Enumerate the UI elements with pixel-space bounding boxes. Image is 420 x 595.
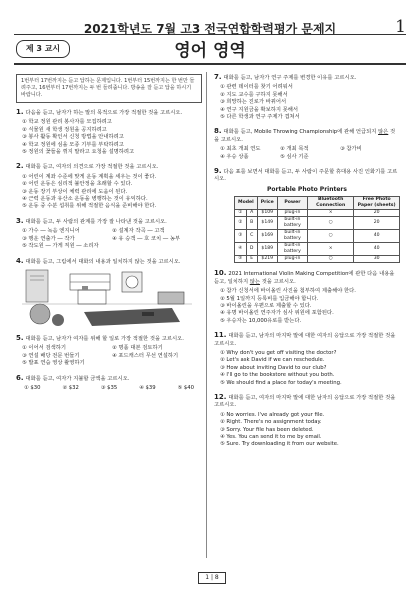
table-cell: built-in battery bbox=[277, 217, 307, 230]
table-cell: ② bbox=[235, 217, 247, 230]
right-column bbox=[214, 74, 400, 456]
subject-title: 영어 영역 bbox=[174, 41, 246, 61]
option[interactable]: ① 어린이 계좌 수준에 맞게 운동 계획을 세우는 것이 좋다. bbox=[22, 173, 157, 180]
option[interactable]: ⑤ 다른 학생과 연구 주제가 겹쳐서 bbox=[220, 114, 300, 121]
table-cell: ○ bbox=[308, 217, 354, 230]
underlined-word: 않은 bbox=[378, 129, 389, 136]
table-cell: ⑤ bbox=[235, 256, 247, 263]
table-header: Power bbox=[277, 197, 307, 210]
option[interactable]: ② 명품 대본 검토하기 bbox=[112, 345, 163, 352]
table-cell: ④ bbox=[235, 243, 247, 256]
option[interactable]: ③ 바이올린을 우편으로 제출할 수 있다. bbox=[220, 302, 312, 309]
option[interactable]: ② Right. There's no assignment today. bbox=[220, 419, 322, 426]
question-number: 1. bbox=[16, 108, 24, 116]
question-text: 대화를 듣고, 여자의 마지막 말에 대한 남자의 응답으로 가장 적절한 것을 고르시오. bbox=[214, 394, 396, 409]
column-divider bbox=[206, 72, 207, 558]
option[interactable]: ② $32 bbox=[62, 384, 79, 391]
table-cell: plug-in bbox=[277, 210, 307, 217]
question-number: 11. bbox=[214, 331, 227, 340]
option[interactable]: ④ 우승 상품 bbox=[220, 153, 249, 160]
exam-title: 2021학년도 7월 고3 전국연합학력평가 문제지 bbox=[83, 22, 337, 36]
question-3 bbox=[16, 218, 202, 251]
table-row[interactable] bbox=[235, 210, 400, 217]
subject-divider bbox=[14, 63, 406, 65]
question-number: 8. bbox=[214, 127, 222, 136]
bench-icon bbox=[158, 292, 184, 304]
listening-notice: 1번부터 17번까지는 듣고 답하는 문제입니다. 1번부터 15번까지는 한 번만 들려주고, 16번부터 17번까지는 두 번 들려줍니다. 방송을 잘 듣고 답을 하시기 바랍니다. bbox=[16, 74, 202, 103]
option[interactable]: ③ 연설 배당 전문 번들기 bbox=[22, 352, 80, 359]
option[interactable]: ⑤ 운동 중 수분 섭취를 위해 적절한 음식을 준비해야 한다. bbox=[22, 203, 157, 210]
question-number: 12. bbox=[214, 392, 227, 401]
question-text: 대화를 듣고, 여자가 지불할 금액을 고르시오. bbox=[25, 375, 130, 382]
table-cell: built-in battery bbox=[277, 230, 307, 243]
option[interactable]: ② 식물원 새 학생 정원을 공지하려고 bbox=[22, 126, 107, 133]
underlined-word: 않는 bbox=[249, 278, 260, 285]
question-11 bbox=[214, 332, 400, 387]
option[interactable]: ⑤ Sure. Try downloading it from our website. bbox=[220, 441, 339, 448]
question-9 bbox=[214, 168, 400, 263]
question-1 bbox=[16, 109, 202, 156]
option[interactable]: ② Let's ask David if we can reschedule. bbox=[220, 357, 325, 364]
question-text: 대화를 듣고, 남자의 마지막 말에 대한 여자의 응답으로 가장 적절한 것을 고르시오. bbox=[214, 333, 396, 347]
option[interactable]: ⑤ 정원의 꽃들을 꺾지 말라고 요청을 설명하려고 bbox=[22, 149, 135, 156]
clock-icon bbox=[126, 276, 138, 288]
option[interactable]: ② 설계자 작곡 ― 고객 bbox=[112, 228, 165, 235]
option[interactable]: ⑤ 심사 기준 bbox=[280, 153, 309, 160]
option[interactable]: ④ $39 bbox=[139, 384, 156, 391]
table-cell: built-in battery bbox=[277, 243, 307, 256]
option[interactable]: ④ 유명 바이올린 연주자가 심사 위원에 포함된다. bbox=[220, 310, 334, 317]
table-cell: $149 bbox=[257, 217, 277, 230]
printer-table bbox=[234, 196, 400, 263]
question-text: 대화를 듣고, 두 사람의 관계를 가장 잘 나타낸 것을 고르시오. bbox=[25, 218, 167, 225]
table-cell: 30 bbox=[354, 256, 400, 263]
question-text-end: 것을 고르시오. bbox=[214, 129, 396, 143]
table-header: Bluetooth Connection bbox=[308, 197, 354, 210]
option[interactable]: ③ 운동 장기 부상이 체력 관리에 도움이 된다. bbox=[22, 188, 128, 195]
page-footer: 1 | 8 bbox=[198, 572, 226, 584]
table-cell: ③ bbox=[235, 230, 247, 243]
option[interactable]: ① 참가 신청서에 바이올린 사진을 첨부하여 제출해야 한다. bbox=[220, 288, 356, 295]
question-number: 9. bbox=[214, 167, 222, 176]
table-cell: A bbox=[246, 210, 257, 217]
speaker-icon bbox=[82, 286, 88, 290]
table-caption: Portable Photo Printers bbox=[267, 185, 347, 193]
poster-icon bbox=[26, 270, 48, 302]
option[interactable]: ① No worries. I've already got your file. bbox=[220, 411, 325, 418]
table-cell: plug-in bbox=[277, 256, 307, 263]
question-number: 2. bbox=[16, 162, 24, 171]
option[interactable]: ④ 유 승객 ― 호 코치 ― 농부 bbox=[112, 235, 181, 242]
question-number: 7. bbox=[214, 73, 222, 81]
question-text: 대화를 듣고, Mobile Throwing Championship에 관해 언급되지 bbox=[223, 129, 377, 136]
option[interactable]: ③ Sorry. Your file has been deleted. bbox=[220, 426, 314, 433]
yoga-mat-icon bbox=[84, 308, 180, 326]
question-12 bbox=[214, 394, 400, 449]
option[interactable]: ① 학교 정원 관리 봉사자를 모집하려고 bbox=[22, 119, 112, 126]
question-10 bbox=[214, 270, 400, 325]
option[interactable]: ④ 연구 지원금을 확보하지 못해서 bbox=[220, 106, 299, 113]
option[interactable]: ④ 학교 정원에 심을 모종 기부를 부탁하려고 bbox=[22, 141, 124, 148]
table-cell: × bbox=[308, 210, 354, 217]
question-text: 2021 International Violin Making Competition에 관한 다음 내용을 듣고, 일치하지 bbox=[214, 271, 395, 285]
question-number: 5. bbox=[16, 333, 24, 342]
header-divider bbox=[14, 34, 406, 35]
left-column bbox=[16, 74, 202, 399]
option[interactable]: ① 가수 ― 녹음 엔지니어 bbox=[22, 228, 80, 235]
table-cell: 20 bbox=[354, 210, 400, 217]
table-cell: 40 bbox=[354, 243, 400, 256]
question-6 bbox=[16, 375, 202, 393]
option[interactable]: ② 지도 교수를 구하지 못해서 bbox=[220, 91, 288, 98]
question-text: 대화를 듣고, 여자의 의견으로 가장 적절한 것을 고르시오. bbox=[25, 164, 159, 171]
option[interactable]: ③ 봉사 활동 확인서 신청 방법을 안내하려고 bbox=[22, 134, 124, 141]
table-cell: $189 bbox=[257, 243, 277, 256]
table-cell: 20 bbox=[354, 217, 400, 230]
question-text: 대화를 듣고, 남자가 여자를 위해 할 일로 가장 적절한 것을 고르시오. bbox=[25, 335, 184, 342]
table-row[interactable] bbox=[235, 256, 400, 263]
table-cell: ○ bbox=[308, 230, 354, 243]
table-cell: $219 bbox=[257, 256, 277, 263]
footer-total: 8 bbox=[214, 574, 219, 581]
question-2 bbox=[16, 163, 202, 210]
table-row[interactable] bbox=[235, 230, 400, 243]
option[interactable]: ① Why don't you get off visiting the doctor? bbox=[220, 349, 337, 356]
option[interactable]: ② 개최 목적 bbox=[280, 146, 309, 153]
question-number: 6. bbox=[16, 373, 24, 382]
table-header: Free Photo Paper (sheets) bbox=[354, 197, 400, 210]
dumbbell-icon bbox=[142, 312, 154, 316]
page-number: 1 bbox=[395, 17, 406, 37]
question-4 bbox=[16, 258, 202, 328]
room-illustration-svg bbox=[22, 268, 192, 328]
question-number: 4. bbox=[16, 256, 24, 265]
table-row[interactable] bbox=[235, 217, 400, 230]
table-cell: $169 bbox=[257, 230, 277, 243]
room-illustration bbox=[22, 268, 202, 328]
question-text: 다음을 듣고, 남자가 하는 말의 목적으로 가장 적절한 것을 고르시오. bbox=[25, 110, 183, 116]
option[interactable]: ③ $35 bbox=[100, 384, 118, 391]
table-cell: ○ bbox=[308, 256, 354, 263]
table-row[interactable] bbox=[235, 243, 400, 256]
table-cell: E bbox=[246, 256, 257, 263]
question-7 bbox=[214, 74, 400, 121]
option[interactable]: ② 5월 1일까지 등록비를 입금해야 합니다. bbox=[220, 295, 319, 302]
question-text: 다음 표를 보면서 대화를 듣고, 두 사람이 주문할 휴대용 사진 인화기를 고르시오. bbox=[214, 169, 398, 183]
question-number: 3. bbox=[16, 216, 24, 225]
table-cell: 40 bbox=[354, 230, 400, 243]
question-5 bbox=[16, 335, 202, 368]
option[interactable]: ⑤ We should find a place for today's meeting. bbox=[220, 379, 342, 386]
exercise-ball-icon bbox=[30, 304, 50, 324]
option[interactable]: ③ 행운 연출가 ― 작가 bbox=[22, 235, 75, 242]
option[interactable]: ④ I'll go to the bookstore without you both. bbox=[220, 372, 335, 379]
table-cell: $109 bbox=[257, 210, 277, 217]
medicine-ball-icon bbox=[52, 314, 64, 326]
session-badge: 제 3 교시 bbox=[16, 40, 70, 58]
option[interactable]: ④ Yes. You can send it to me by email. bbox=[220, 434, 322, 440]
table-cell: D bbox=[246, 243, 257, 256]
option[interactable]: ⑤ $40 bbox=[177, 384, 194, 391]
table-cell: ① bbox=[235, 210, 247, 217]
question-8 bbox=[214, 128, 400, 161]
option[interactable]: ③ 참가비 bbox=[340, 146, 362, 153]
option[interactable]: ① 이어서 검색하기 bbox=[22, 345, 66, 352]
question-text: 대화를 듣고, 그림에서 대화의 내용과 일치하지 않는 것을 고르시오. bbox=[25, 258, 181, 265]
option[interactable]: ① 관련 데이터를 찾기 어려워서 bbox=[220, 84, 293, 91]
table-icon bbox=[78, 290, 106, 304]
table-cell: × bbox=[308, 243, 354, 256]
option[interactable]: ⑤ 발표 연습 영상 촬영하기 bbox=[22, 360, 85, 367]
option[interactable]: ③ How about inviting David to our club? bbox=[220, 364, 327, 371]
footer-page: 1 bbox=[205, 574, 210, 581]
table-cell: C bbox=[246, 230, 257, 243]
option[interactable]: ⑤ 작도원 ― 가게 직원 ― 소리자 bbox=[22, 243, 99, 250]
option[interactable]: ③ 희망하는 진로가 바뀌어서 bbox=[220, 99, 287, 106]
question-text-end: 것을 고르시오. bbox=[261, 278, 296, 285]
option[interactable]: ① $30 bbox=[24, 384, 41, 391]
option[interactable]: ① 최초 개최 연도 bbox=[220, 146, 261, 153]
question-text: 대화를 듣고, 남자가 연구 주제를 변경한 이유를 고르시오. bbox=[223, 75, 357, 81]
option[interactable]: ② 어린 운동은 심리적 불안정을 초래할 수 있다. bbox=[22, 181, 133, 188]
table-header: Price bbox=[257, 197, 277, 210]
table-header: Model bbox=[235, 197, 258, 210]
question-number: 10. bbox=[214, 269, 227, 278]
option[interactable]: ④ 근력 운동과 유산소 운동을 병행하는 것이 유익하다. bbox=[22, 196, 148, 203]
table-cell: B bbox=[246, 217, 257, 230]
option[interactable]: ④ 포드캐스터 무선 연설하기 bbox=[112, 352, 179, 359]
option[interactable]: ⑤ 우승자는 10,000유로를 받는다. bbox=[220, 317, 302, 324]
